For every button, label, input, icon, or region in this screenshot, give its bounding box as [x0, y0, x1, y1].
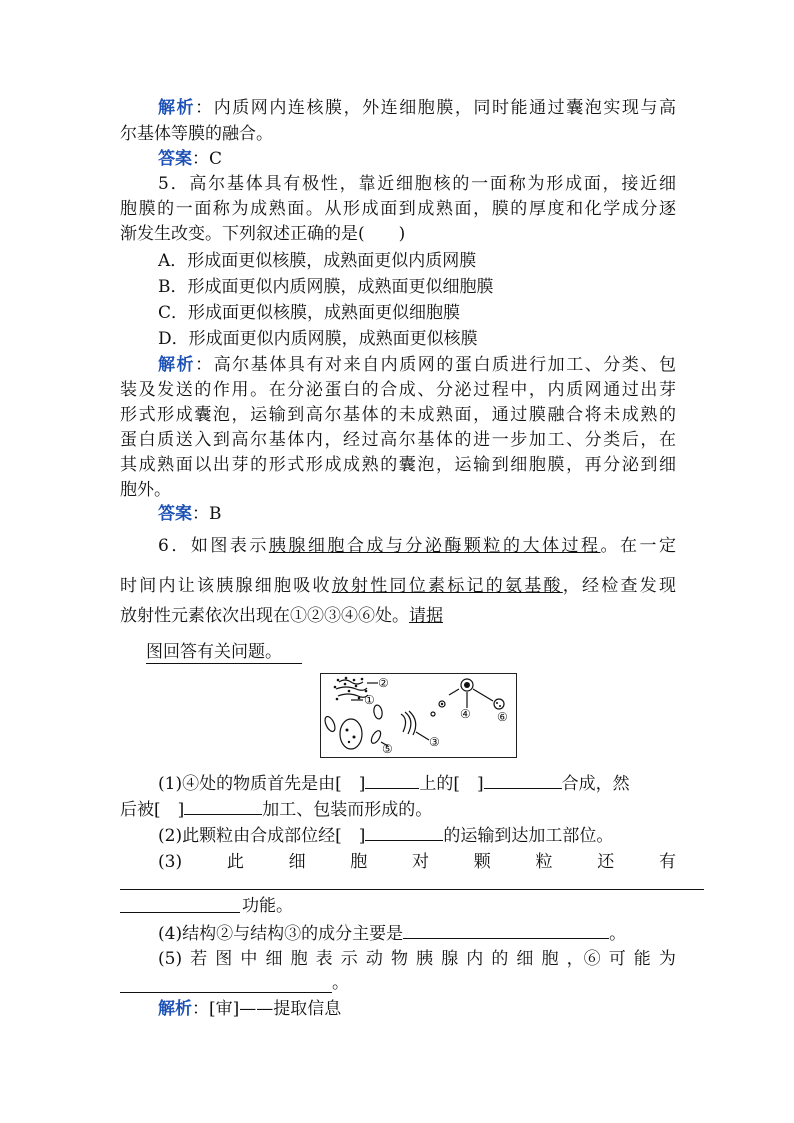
ribosome	[358, 697, 361, 700]
ribosome	[334, 686, 337, 689]
q6-sub1-line2: 后被[ ] 加工、包装而形成的。	[120, 800, 433, 820]
released-granule	[494, 699, 504, 709]
q6-analysis-start: 解析：[审]——提取信息	[158, 999, 342, 1019]
q5-option-d: D．形成面更似内质网膜，成熟面更似核膜	[158, 329, 478, 349]
q6-stem-line4: 图回答有关问题。	[146, 641, 302, 664]
figure-label: ⑥	[497, 710, 508, 724]
arrow	[473, 689, 493, 701]
q5-option-b: B．形成面更似内质网膜，成熟面更似细胞膜	[158, 277, 494, 297]
mitochondrion	[323, 715, 337, 733]
q6-sub5-line1: (5) 若 图 中 细 胞 表 示 动 物 胰 腺 内 的 细 胞 ，⑥ 可 能 为	[158, 949, 676, 969]
q5-stem-line2: 胞膜的一面称为成熟面。从形成面到成熟面，膜的厚度和化学成分逐	[120, 199, 676, 219]
q6-sub4: (4)结构②与结构③的成分主要是 。	[158, 924, 627, 944]
ribosome	[353, 679, 356, 682]
figure-label: ②	[378, 676, 389, 690]
underlined-phrase: 胰腺细胞合成与分泌酶颗粒的大体过程	[268, 536, 601, 556]
answer-blank[interactable]	[365, 824, 443, 841]
arrow	[449, 689, 459, 695]
q6-stem-line1: 6．如图表示胰腺细胞合成与分泌酶颗粒的大体过程。在一定	[158, 536, 677, 556]
ribosome	[336, 698, 339, 701]
cell-diagram	[320, 673, 517, 758]
q6-stem-line3: 放射性元素依次出现在①②③④⑥处。请据	[120, 606, 443, 626]
q5-analysis-line1: 解析：高尔基体具有对来自内质网的蛋白质进行加工、分类、包	[158, 355, 677, 375]
ribosome	[345, 677, 348, 680]
q5-option-c: C．形成面更似核膜，成熟面更似细胞膜	[158, 303, 461, 323]
ribosome	[365, 690, 368, 693]
q5-analysis-line3: 形式形成囊泡，运输到高尔基体的未成熟面，通过膜融合将未成熟的	[120, 405, 676, 425]
q4-answer: 答案：C	[158, 149, 223, 169]
granule-core	[499, 705, 501, 707]
answer-blank[interactable]	[365, 772, 419, 789]
figure-label: ④	[460, 707, 471, 721]
q5-analysis-line5: 其成熟面以出芽的形式形成成熟的囊泡，运输到细胞膜，再分泌到细	[120, 455, 676, 475]
q5-analysis-line2: 装及发送的作用。在分泌蛋白的合成、分泌过程中，内质网通过出芽	[120, 380, 676, 400]
ribosome	[344, 683, 347, 686]
q5-answer: 答案：B	[158, 504, 222, 524]
q6-sub3-end: 功能。	[242, 896, 293, 916]
q4-analysis-line1: 解析：内质网内连核膜，外连细胞膜，同时能通过囊泡实现与高	[158, 98, 677, 118]
ribosome	[361, 678, 364, 681]
vesicle	[431, 712, 435, 716]
ribosome	[337, 679, 340, 682]
leader-line	[416, 732, 429, 740]
q5-option-a: A．形成面更似核膜，成熟面更似内质网膜	[158, 251, 477, 271]
q6-sub3-line1: (3) 此 细 胞 对 颗 粒 还 有	[158, 852, 676, 872]
er-membrane	[336, 687, 367, 690]
figure-label: ⑤	[382, 742, 393, 756]
nucleolus	[353, 736, 356, 739]
q4-analysis-line2: 尔基体等膜的融合。	[120, 124, 273, 144]
nucleolus	[348, 741, 350, 743]
mitochondrion	[369, 729, 382, 745]
vesicle-core	[441, 703, 443, 705]
q6-sub5-end: 。	[332, 973, 349, 993]
underlined-phrase: 放射性同位素标记的氨基酸	[331, 576, 563, 596]
nucleus	[340, 719, 362, 749]
answer-blank[interactable]	[120, 912, 240, 913]
answer-blank[interactable]	[120, 889, 704, 890]
q6-stem-line2: 时间内让该胰腺细胞吸收放射性同位素标记的氨基酸，经检查发现	[120, 576, 676, 596]
q5-stem-line3: 渐发生改变。下列叙述正确的是( )	[120, 224, 406, 244]
figure-label: ③	[429, 735, 440, 749]
golgi	[409, 711, 416, 735]
analysis-label: 解析	[158, 98, 196, 118]
golgi	[401, 714, 406, 732]
ribosome	[348, 690, 351, 693]
er-membrane	[339, 680, 363, 684]
answer-blank[interactable]	[403, 922, 609, 939]
q6-sub2: (2)此颗粒由合成部位经[ ] 的运输到达加工部位。	[158, 826, 614, 846]
figure-label: ①	[364, 693, 375, 707]
q5-analysis-line6: 胞外。	[120, 480, 171, 500]
granule-core	[464, 682, 470, 688]
granule-core	[496, 702, 498, 704]
answer-blank[interactable]	[184, 798, 262, 815]
nucleolus	[346, 729, 349, 732]
cell-diagram-svg	[321, 674, 516, 757]
answer-blank[interactable]	[120, 992, 332, 993]
q6-sub1-line1: (1)④处的物质首先是由[ ] 上的[ ] 合成，然	[158, 774, 630, 794]
ribosome	[355, 685, 358, 688]
q5-stem-line1: 5．高尔基体具有极性，靠近细胞核的一面称为形成面，接近细	[158, 174, 676, 194]
answer-blank[interactable]	[484, 772, 562, 789]
q5-analysis-line4: 蛋白质送入到高尔基体内，经过高尔基体的进一步加工、分类后，在	[120, 430, 676, 450]
